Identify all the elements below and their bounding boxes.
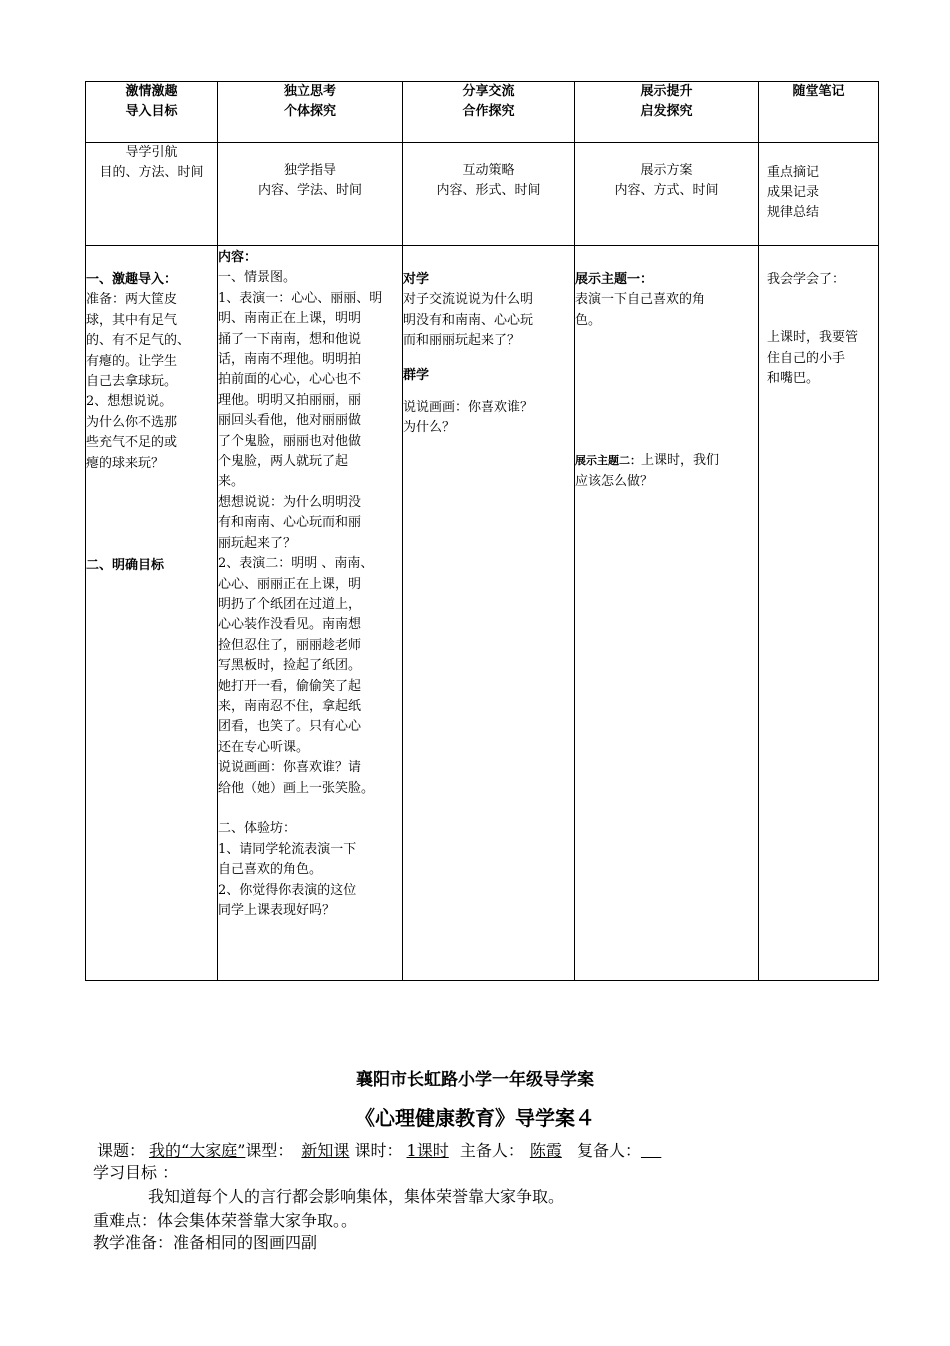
school-title: 襄阳市长虹路小学一年级导学案: [356, 1070, 594, 1090]
intro-line: 些充气不足的或: [86, 435, 178, 451]
teaching-prep: 教学准备：准备相同的图画四副: [93, 1233, 318, 1252]
content-line: 1、表演一：心心、丽丽、明: [218, 290, 383, 306]
header-cell-present: [575, 82, 759, 143]
reviewer-value: [641, 1140, 681, 1162]
intro-line: 2、想想说说。: [86, 394, 173, 410]
pair-study-line: 而和丽丽玩起来了？: [403, 333, 521, 349]
header-line: 个体探究: [283, 104, 336, 119]
content-line: 捅了一下南南，想和他说: [218, 331, 362, 347]
content-line: 拍前面的心心，心心也不: [218, 372, 362, 388]
theme-two-heading: 展示主题二：: [575, 454, 641, 468]
content-line: 捡但忍住了，丽丽趁老师: [218, 637, 362, 653]
pair-study-line: 明没有和南南、心心玩: [403, 312, 534, 328]
objective-label: 学习目标 ：: [93, 1163, 179, 1182]
key-point: 重难点：体会集体荣誉靠大家争取。。: [93, 1211, 358, 1230]
subheader-line: 展示方案: [640, 163, 693, 178]
reviewer-label: 复备人：: [576, 1141, 641, 1160]
header-line: 独立思考: [283, 84, 336, 99]
intro-line: 瘪的球来玩？: [86, 455, 165, 471]
content-line: 想想说说：为什么明明没: [218, 494, 362, 510]
topic-value: 我的“大家庭”: [149, 1141, 246, 1160]
content-line: 2、你觉得你表演的这位: [218, 882, 357, 898]
subheader-cell: [759, 143, 879, 246]
table-body-row: [86, 246, 879, 981]
intro-line: 有瘪的。让学生: [86, 353, 178, 369]
content-line: 心心装作没看见。南南想: [218, 617, 362, 633]
subheader-line: 规律总结: [767, 205, 820, 220]
notes-line: 和嘴巴。: [767, 371, 820, 387]
subheader-line: 成果记录: [767, 185, 820, 200]
content-line: 来。: [218, 474, 245, 490]
content-line: 一、情景图。: [218, 270, 297, 286]
subject-title: 《心理健康教育》导学案４: [355, 1106, 595, 1130]
intro-line: 的、有不足气的、: [86, 333, 191, 349]
intro-line: 准备：两大筐皮: [86, 292, 178, 308]
content-line: 丽回头看他，他对丽丽做: [218, 413, 362, 429]
intro-line: 为什么你不选那: [86, 414, 178, 430]
type-label: 课型：: [245, 1141, 294, 1160]
group-study-line: 说说画画：你喜欢谁？: [403, 400, 534, 416]
content-line: 来，南南忍不住，拿起纸: [218, 698, 362, 714]
content-line: 明、南南正在上课，明明: [218, 311, 362, 327]
subheader-line: 独学指导: [283, 163, 336, 178]
preparer-value: 陈霞: [529, 1141, 562, 1160]
subheader-line: 内容、方式、时间: [614, 183, 719, 198]
header-line: 分享交流: [462, 84, 515, 99]
subheader-cell: [575, 143, 759, 246]
pair-study-line: 对子交流说说为什么明: [403, 292, 534, 308]
content-line: 明扔了个纸团在过道上，: [218, 596, 362, 612]
content-line: 给他（她）画上一张笑脸。: [218, 780, 375, 796]
notes-line: 上课时，我要管: [767, 330, 859, 346]
objective-heading: 二、明确目标: [86, 558, 165, 574]
content-line: 同学上课表现好吗？: [218, 902, 336, 918]
content-line: 个鬼脸，两人就玩了起: [218, 454, 349, 470]
theme-two-line: 应该怎么做？: [575, 473, 654, 489]
content-line: 丽玩起来了？: [218, 535, 297, 551]
content-line: [218, 799, 402, 819]
header-line: 随堂笔记: [792, 84, 845, 99]
theme-one-heading: 展示主题一：: [575, 272, 654, 287]
subheader-cell: [86, 143, 218, 246]
content-line: 说说画画：你喜欢谁？请: [218, 760, 362, 776]
content-line: 她打开一看，偷偷笑了起: [218, 678, 362, 694]
content-line: 自己喜欢的角色。: [218, 862, 323, 878]
subheader-line: 重点摘记: [767, 165, 820, 180]
content-line: 了个鬼脸，丽丽也对他做: [218, 433, 362, 449]
cooperate-cell: [403, 246, 575, 981]
content-line: 话，南南不理他。明明拍: [218, 352, 362, 368]
header-line: 导入目标: [125, 104, 178, 119]
lesson-meta-line: [97, 1140, 681, 1162]
content-line: 二、体验坊：: [218, 821, 297, 837]
content-line: 写黑板时，捡起了纸团。: [218, 658, 362, 674]
header-cell-notes: [759, 82, 879, 143]
subheader-cell: [403, 143, 575, 246]
subheader-line: 目的、方法、时间: [99, 165, 204, 180]
objective-text: 我知道每个人的言行都会影响集体，集体荣誉靠大家争取。: [148, 1187, 565, 1206]
preparer-label: 主备人：: [459, 1141, 524, 1160]
type-value: 新知课: [301, 1141, 350, 1160]
theme-one-line: 表演一下自己喜欢的角: [575, 292, 706, 308]
content-line: 理他。明明又拍丽丽，丽: [218, 392, 362, 408]
content-heading: 内容：: [218, 250, 258, 265]
theme-one-line: 色。: [575, 312, 602, 328]
header-line: 启发探究: [640, 104, 693, 119]
theme-two-text: 上课时，我们: [641, 453, 720, 469]
content-line: 心心、丽丽正在上课，明: [218, 576, 362, 592]
pair-study-heading: 对学: [403, 272, 430, 287]
content-line: 2、表演二：明明 、南南、: [218, 556, 374, 572]
header-line: 展示提升: [640, 84, 693, 99]
table-subheader-row: [86, 143, 879, 246]
hours-value: 1课时: [406, 1141, 449, 1160]
group-study-line: 为什么？: [403, 420, 456, 436]
intro-line: 自己去拿球玩。: [86, 374, 178, 390]
independent-cell: [218, 246, 403, 981]
subheader-line: 内容、学法、时间: [257, 183, 362, 198]
lesson-plan-table: [85, 81, 879, 981]
group-study-heading: 群学: [403, 367, 430, 383]
header-cell-intro: [86, 82, 218, 143]
present-cell: [575, 246, 759, 981]
notes-cell: [759, 246, 879, 981]
topic-label: 课题：: [97, 1141, 146, 1160]
header-cell-share: [403, 82, 575, 143]
notes-line: 住自己的小手: [767, 350, 846, 366]
intro-cell: [86, 246, 218, 981]
intro-heading: 一、激趣导入：: [86, 272, 178, 287]
header-line: 激情激趣: [125, 84, 178, 99]
notes-line: 我会学会了：: [767, 272, 846, 287]
table-header-row: [86, 82, 879, 143]
content-line: 有和南南、心心玩而和丽: [218, 515, 362, 531]
hours-label: 课时：: [354, 1141, 403, 1160]
theme-two-line: [575, 451, 758, 471]
header-cell-independent: [218, 82, 403, 143]
content-line: 还在专心听课。: [218, 739, 310, 755]
subheader-line: 互动策略: [462, 163, 515, 178]
subheader-line: 内容、形式、时间: [436, 183, 541, 198]
intro-line: 球，其中有足气: [86, 312, 178, 328]
subheader-line: 导学引航: [125, 145, 178, 160]
subheader-cell: [218, 143, 403, 246]
content-line: 团看，也笑了。只有心心: [218, 719, 362, 735]
content-line: 1、请同学轮流表演一下: [218, 841, 357, 857]
header-line: 合作探究: [462, 104, 515, 119]
